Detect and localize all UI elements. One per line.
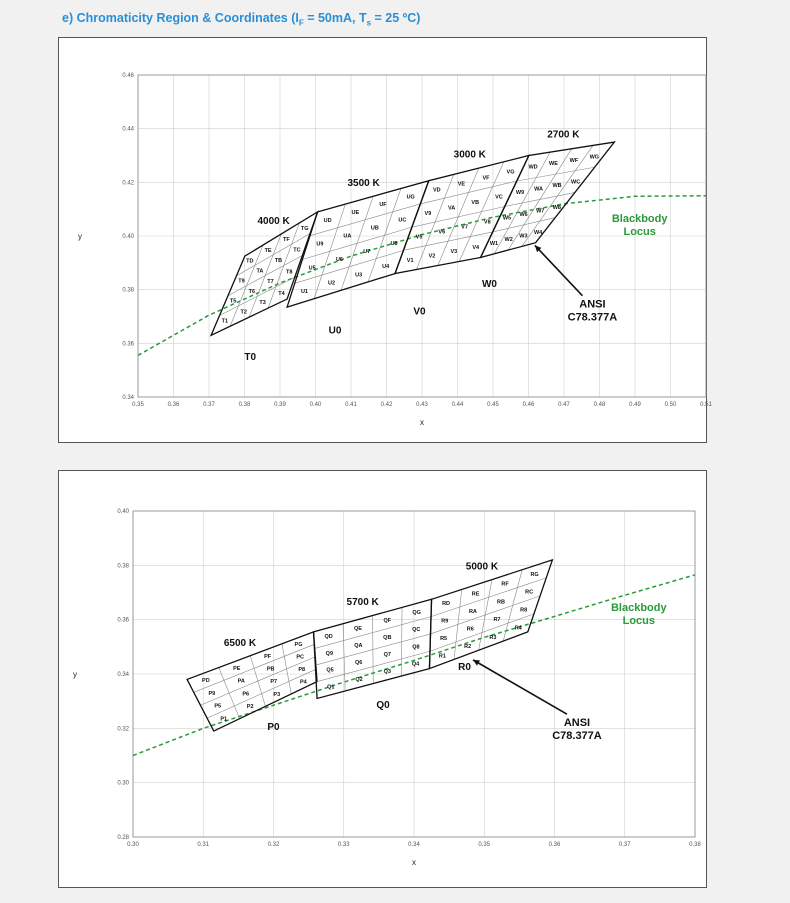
bin-code-label: R2 — [464, 644, 472, 651]
y-tick-label: 0.30 — [117, 780, 129, 787]
bin-code-label: VD — [432, 187, 441, 194]
bin-code-label: PE — [233, 665, 241, 672]
x-tick-label: 0.45 — [487, 402, 499, 408]
bin-code-label: W3 — [519, 233, 528, 240]
x-tick-label: 0.37 — [618, 842, 631, 848]
bin-code-label: WB — [552, 183, 562, 190]
cct-label: 6500 K — [223, 638, 257, 650]
bin-block — [287, 178, 429, 307]
bin-code-label: U9 — [316, 241, 324, 248]
bin-code-label: UA — [343, 233, 352, 240]
bin-code-label: P5 — [214, 703, 222, 710]
bin-code-label: R4 — [514, 625, 522, 632]
x-tick-label: 0.39 — [274, 402, 286, 408]
bin-code-label: WG — [589, 154, 600, 161]
bin-code-label: UD — [323, 217, 332, 224]
x-tick-label: 0.48 — [593, 402, 606, 408]
bin-code-label: V2 — [428, 253, 436, 260]
bin-code-label: T2 — [240, 309, 247, 316]
bin-code-label: P1 — [220, 716, 228, 723]
x-tick-label: 0.34 — [408, 842, 420, 848]
locus-label: Blackbody — [610, 601, 667, 614]
bin-code-label: RE — [471, 591, 480, 598]
cct-label: 3000 K — [453, 149, 486, 161]
bin-code-label: R8 — [520, 607, 528, 614]
bin-code-label: R7 — [493, 617, 501, 624]
y-tick-label: 0.36 — [117, 617, 129, 624]
bin-code-label: UG — [406, 194, 415, 201]
zone-label: R0 — [458, 662, 471, 674]
bin-code-label: WF — [569, 157, 579, 164]
bin-code-label: UC — [398, 217, 407, 224]
bin-code-label: WC — [571, 179, 581, 186]
cct-label: 2700 K — [547, 129, 580, 141]
bin-code-label: UE — [351, 209, 360, 216]
bin-code-label: VB — [471, 199, 480, 206]
y-tick-label: 0.46 — [122, 73, 134, 79]
y-tick-label: 0.40 — [122, 234, 134, 240]
bin-code-label: P7 — [270, 679, 278, 686]
bin-code-label: UF — [379, 202, 387, 209]
x-tick-label: 0.30 — [127, 842, 139, 848]
bin-block — [481, 129, 615, 257]
bin-code-label: R9 — [441, 618, 449, 625]
bin-code-label: P2 — [246, 704, 254, 711]
section-heading: e) Chromaticity Region & Coordinates ($I_F = 50mA$, $T_s = 25$ ºC) — [62, 11, 421, 28]
bin-code-label: P4 — [299, 679, 307, 686]
y-tick-label: 0.38 — [117, 563, 129, 570]
chart-warm-svg — [59, 38, 712, 442]
x-tick-label: 0.46 — [522, 402, 535, 408]
bin-code-label: Q3 — [383, 669, 391, 676]
bin-code-label: TF — [283, 236, 290, 243]
zone-label: W0 — [481, 278, 497, 290]
ansi-label: ANSI — [579, 298, 606, 311]
cct-label: 5000 K — [465, 561, 499, 573]
bin-code-label: QE — [353, 626, 362, 633]
bin-code-label: QD — [324, 634, 333, 641]
bin-code-label: W2 — [504, 237, 513, 244]
y-tick-label: 0.36 — [122, 341, 134, 348]
bin-code-label: Q5 — [326, 667, 334, 674]
bin-code-label: R6 — [466, 626, 474, 633]
chromaticity-chart-warm — [58, 37, 712, 443]
x-tick-label: 0.41 — [345, 402, 357, 408]
bin-block — [187, 632, 317, 731]
x-tick-label: 0.40 — [309, 402, 322, 408]
bin-block — [211, 212, 318, 335]
x-tick-label: 0.49 — [629, 402, 641, 408]
bin-code-label: RA — [468, 608, 477, 615]
bin-code-label: U7 — [363, 248, 371, 255]
x-tick-label: 0.47 — [558, 402, 570, 408]
ansi-arrow-line — [535, 245, 583, 295]
zone-label: Q0 — [376, 700, 390, 712]
bin-code-label: W8 — [552, 204, 561, 211]
bin-code-label: VC — [495, 194, 503, 201]
bin-code-label: P9 — [208, 690, 216, 697]
ansi-label: ANSI — [563, 717, 591, 730]
x-tick-label: 0.35 — [478, 842, 491, 848]
bin-code-label: V3 — [450, 249, 458, 256]
bin-code-label: W1 — [489, 240, 499, 247]
bin-code-label: RB — [497, 599, 505, 606]
bin-code-label: R1 — [438, 653, 446, 660]
bin-code-label: U2 — [328, 280, 336, 287]
y-tick-label: 0.38 — [122, 287, 134, 294]
bin-code-label: U1 — [300, 289, 308, 296]
bin-code-label: Q9 — [325, 650, 334, 657]
bin-code-label: T8 — [285, 269, 293, 276]
bin-code-label: VA — [447, 205, 456, 212]
bin-code-label: TA — [256, 268, 264, 275]
bin-code-label: V6 — [438, 229, 446, 236]
grid-lines — [133, 511, 695, 837]
y-tick-label: 0.28 — [117, 835, 129, 841]
bin-code-label: Q1 — [327, 684, 335, 691]
bin-code-label: WA — [534, 186, 543, 193]
bin-code-label: QG — [412, 609, 421, 616]
x-tick-label: 0.50 — [664, 402, 677, 408]
x-axis-label: x — [412, 858, 416, 867]
bin-code-label: PF — [264, 654, 272, 661]
cct-label: 4000 K — [257, 216, 290, 228]
bin-code-label: W4 — [533, 229, 543, 236]
bin-code-label: Q7 — [383, 652, 391, 659]
bin-code-label: TB — [274, 258, 283, 265]
bin-grid-line — [431, 578, 546, 617]
y-axis-label: y — [73, 670, 77, 679]
bin-code-label: T6 — [248, 288, 256, 295]
bin-code-label: WE — [549, 161, 558, 168]
locus-label: Locus — [622, 614, 656, 627]
bin-code-label: P3 — [273, 691, 281, 698]
bin-code-label: R3 — [489, 634, 497, 641]
bin-code-label: QC — [412, 627, 421, 634]
bin-code-label: PB — [266, 666, 275, 673]
bin-code-label: U5 — [308, 265, 316, 272]
bin-grid-line — [282, 644, 291, 694]
bin-code-label: V7 — [461, 224, 468, 231]
x-tick-label: 0.43 — [416, 402, 428, 408]
bin-grid-line — [194, 644, 315, 692]
y-tick-label: 0.40 — [117, 509, 129, 515]
bin-code-label: U4 — [382, 264, 390, 271]
zone-label: V0 — [413, 306, 426, 318]
bin-code-label: TC — [293, 247, 301, 254]
bin-code-label: RC — [525, 589, 534, 596]
x-axis-label: x — [420, 418, 424, 427]
bin-code-label: T9 — [238, 278, 245, 285]
bin-code-label: T7 — [267, 279, 274, 286]
y-tick-label: 0.32 — [117, 726, 129, 733]
bin-code-label: PG — [294, 642, 303, 649]
bin-code-label: VE — [457, 181, 466, 188]
locus-label: Locus — [623, 226, 656, 239]
bin-code-label: P8 — [298, 667, 306, 674]
y-tick-label: 0.34 — [117, 672, 129, 678]
bin-code-label: W7 — [536, 208, 545, 215]
bin-code-label: TG — [300, 226, 309, 233]
bin-code-label: PC — [296, 654, 304, 661]
x-tick-label: 0.38 — [238, 402, 251, 408]
bin-code-label: RG — [530, 571, 539, 578]
chromaticity-chart-cool — [58, 470, 707, 888]
bin-code-label: V9 — [424, 210, 432, 217]
bin-code-label: PA — [237, 678, 245, 685]
y-tick-label: 0.44 — [122, 126, 134, 133]
bin-code-label: W9 — [515, 189, 525, 196]
x-tick-label: 0.42 — [380, 402, 393, 408]
y-tick-label: 0.34 — [122, 395, 134, 401]
bin-block — [429, 560, 552, 669]
bin-code-label: Q4 — [411, 661, 420, 668]
bin-code-label: T4 — [278, 290, 285, 297]
chart-cool-svg — [59, 471, 706, 887]
bin-code-label: V8 — [483, 219, 491, 226]
bin-code-label: UB — [370, 225, 379, 232]
ansi-label: C78.377A — [567, 311, 618, 324]
bin-code-label: RD — [442, 601, 451, 608]
bin-code-label: R5 — [440, 635, 448, 642]
bin-grid-line — [401, 607, 402, 676]
y-tick-label: 0.42 — [122, 180, 134, 187]
cct-label: 3500 K — [347, 177, 380, 189]
x-tick-label: 0.44 — [451, 402, 464, 408]
bin-code-label: WD — [528, 164, 538, 171]
bin-code-label: T1 — [221, 318, 229, 325]
bin-code-label: TD — [246, 258, 254, 265]
locus-label: Blackbody — [611, 213, 668, 226]
bin-code-label: T3 — [259, 300, 266, 307]
ansi-arrow-line — [473, 660, 567, 714]
x-tick-label: 0.35 — [132, 402, 144, 408]
bin-code-label: U3 — [355, 272, 363, 279]
bin-code-label: QF — [383, 618, 392, 625]
bin-code-label: QB — [383, 635, 392, 642]
bin-code-label: TE — [264, 247, 272, 254]
cct-label: 5700 K — [346, 597, 379, 609]
bin-code-label: V4 — [472, 244, 480, 251]
x-tick-label: 0.37 — [203, 402, 215, 408]
x-tick-label: 0.33 — [337, 842, 350, 848]
bin-code-label: VG — [506, 169, 515, 176]
bin-code-label: Q2 — [355, 676, 363, 683]
zone-label: P0 — [267, 721, 280, 733]
x-tick-label: 0.31 — [197, 842, 210, 848]
bin-code-label: PD — [202, 677, 210, 684]
x-tick-label: 0.36 — [548, 842, 561, 848]
bin-code-label: VF — [482, 175, 490, 182]
x-tick-label: 0.38 — [689, 842, 701, 848]
bin-grid-line — [200, 654, 315, 705]
y-axis-label: y — [78, 232, 82, 241]
x-tick-label: 0.36 — [167, 402, 180, 408]
zone-label: U0 — [328, 325, 342, 337]
bin-code-label: V5 — [415, 234, 423, 241]
bin-code-label: QA — [354, 643, 363, 650]
zone-label: T0 — [244, 351, 257, 363]
bin-code-label: W6 — [519, 211, 528, 218]
bin-code-label: Q6 — [355, 659, 363, 666]
bin-code-label: W5 — [502, 215, 512, 222]
bin-code-label: P6 — [242, 691, 250, 698]
bin-code-label: Q8 — [412, 644, 420, 651]
bin-code-label: V1 — [406, 257, 414, 264]
bin-code-label: T5 — [229, 298, 237, 305]
bin-code-label: U8 — [390, 240, 398, 247]
bin-code-label: RF — [501, 581, 509, 588]
x-tick-label: 0.32 — [267, 842, 280, 848]
x-tick-label: 0.51 — [700, 402, 712, 408]
bin-code-label: U6 — [335, 257, 343, 264]
bin-block — [395, 149, 529, 273]
ansi-label: C78.377A — [552, 730, 602, 743]
